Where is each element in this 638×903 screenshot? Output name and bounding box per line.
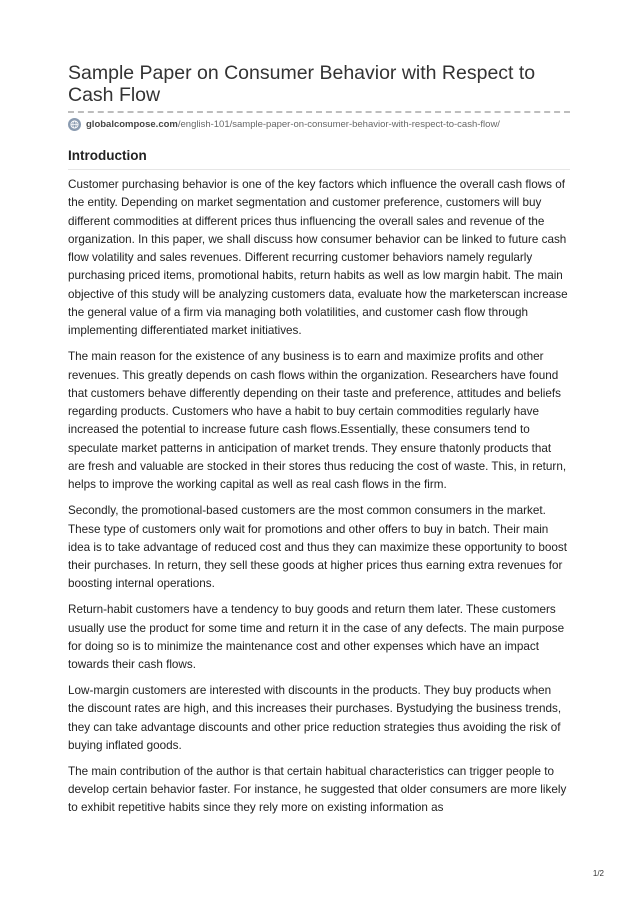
source-domain: globalcompose.com — [86, 118, 178, 130]
source-path: /english-101/sample-paper-on-consumer-behavior-with-respect-to-cash-flow/ — [177, 118, 500, 130]
page-title: Sample Paper on Consumer Behavior with Respect to Cash Flow — [68, 62, 536, 106]
title-divider — [68, 111, 570, 113]
paragraph-2: The main reason for the existence of any business is to earn and maximize profits and other revenues. This greatly depends on cash flows within the organization. Researchers have found that customers behave differently depending on their taste and preference, attitudes and beliefs regarding products. Customers who have a habit to buy certain commodities regularly have increased the potential to increase future cash flows.Essentially, these consumers tend to speculate market patterns in anticipation of market trends. They ensure thatonly products that are fresh and valuable are stocked in their stores thus reducing the cost of waste. This, in return, helps to improve the working capital as well as real cash flows in the firm. — [68, 350, 567, 492]
section-heading: Introduction — [68, 148, 147, 163]
page-number: 1/2 — [592, 869, 604, 878]
paragraph-3: Secondly, the promotional-based customers are the most common consumers in the market. These type of customers only wait for promotions and other offers to buy in batch. Their main idea is to take advantage of reduced cost and thus they can maximize these opportunity to boost their purchases. In return, they sell these goods at higher prices thus earning extra revenues for boosting internal operations. — [68, 504, 567, 591]
section-divider — [68, 169, 570, 170]
source-url[interactable] — [68, 118, 570, 131]
paragraph-6: The main contribution of the author is that certain habitual characteristics can trigger people to develop certain behavior faster. For instance, he suggested that older consumers are more likely to exhibit repetitive habits since they rely more on existing information as — [68, 764, 567, 815]
paragraph-1: Customer purchasing behavior is one of the key factors which influence the overall cash flows of the entity. Depending on market segmentation and customer preference, customers will buy different commodities at different prices thus influencing the overall sales and revenue of the organization. In this paper, we shall discuss how consumer behavior can be linked to future cash flow volatility and sales revenues. Different recurring customer behaviors namely regularly purchasing priced items, promotional habits, return habits as well as low margin habit. The main objective of this study will be analyzing customers data, evaluate how the marketerscan increase the general value of a firm via managing both volatilities, and customer cash flow through implementing differentiated market initiatives. — [68, 178, 568, 338]
paragraph-5: Low-margin customers are interested with discounts in the products. They buy products when the discount rates are high, and this increases their purchases. Bystudying the business trends, they can take advantage discounts and other price reduction strategies thus avoiding the risk of buying inflated goods. — [68, 684, 562, 752]
globe-icon — [68, 118, 81, 131]
document-page — [68, 62, 570, 818]
paragraph-4: Return-habit customers have a tendency to buy goods and return them later. These customers usually use the product for some time and return it in the case of any defects. The main purpose for doing so is to minimize the maintenance cost and other expenses which have an impact towards their cash flows. — [68, 603, 565, 672]
